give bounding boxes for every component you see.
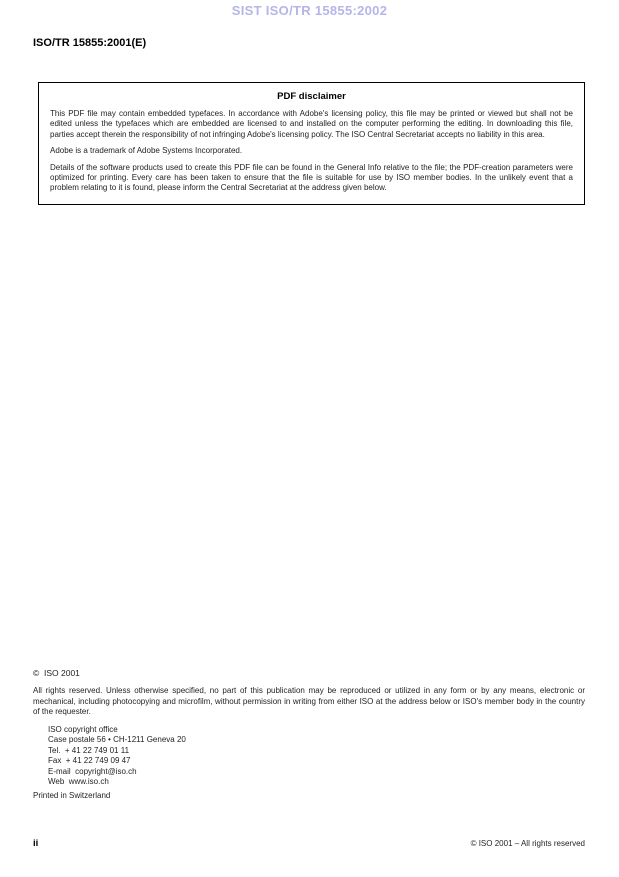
disclaimer-title: PDF disclaimer bbox=[277, 91, 346, 102]
office-email-line: E-mail copyright@iso.ch bbox=[48, 766, 137, 776]
page-footer bbox=[33, 838, 585, 849]
page-number: ii bbox=[33, 838, 39, 849]
disclaimer-paragraph-3: Details of the software products used to create this PDF file can be found in the General Info relative to the file; the PDF-creation parameters were optimized for printing. Every care has been taken to ensure that the file is suitable for use by ISO member bodies. In the unlikely event that a problem relating to it is found, please inform the Central Secretariat at the address given below. bbox=[50, 162, 573, 193]
disclaimer-paragraph-2: Adobe is a trademark of Adobe Systems Incorporated. bbox=[50, 146, 243, 156]
copyright-notice: © ISO 2001 bbox=[33, 668, 80, 678]
footer-copyright: © ISO 2001 – All rights reserved bbox=[470, 839, 585, 848]
office-web-line: Web www.iso.ch bbox=[48, 777, 109, 787]
copyright-office-block bbox=[48, 725, 585, 789]
watermark-header: SIST ISO/TR 15855:2002 bbox=[231, 3, 388, 18]
office-tel-line: Tel. + 41 22 749 01 11 bbox=[48, 745, 130, 755]
document-reference: ISO/TR 15855:2001(E) bbox=[33, 37, 147, 49]
pdf-disclaimer-box bbox=[38, 82, 585, 205]
office-fax-line: Fax + 41 22 749 09 47 bbox=[48, 756, 131, 766]
disclaimer-paragraph-1: This PDF file may contain embedded typefaces. In accordance with Adobe's licensing policy, this file may be printed or viewed but shall not be edited unless the typefaces which are embedded are licensed to and installed on the computer performing the editing. In downloading this file, parties accept therein the responsibility of not infringing Adobe's licensing policy. The ISO Central Secretariat accepts no liability in this area. bbox=[50, 109, 573, 139]
printed-in-notice: Printed in Switzerland bbox=[33, 791, 111, 801]
rights-statement: All rights reserved. Unless otherwise specified, no part of this publication may be reproduced or utilized in any form or by any means, electronic or mechanical, including photocopying and microfilm, without permission in writing from either ISO at the address below or ISO's member body in the country of the requester. bbox=[33, 686, 585, 716]
office-address-line: Case postale 56 • CH-1211 Geneva 20 bbox=[48, 735, 186, 745]
office-name-line: ISO copyright office bbox=[48, 724, 118, 734]
copyright-section bbox=[33, 668, 585, 800]
